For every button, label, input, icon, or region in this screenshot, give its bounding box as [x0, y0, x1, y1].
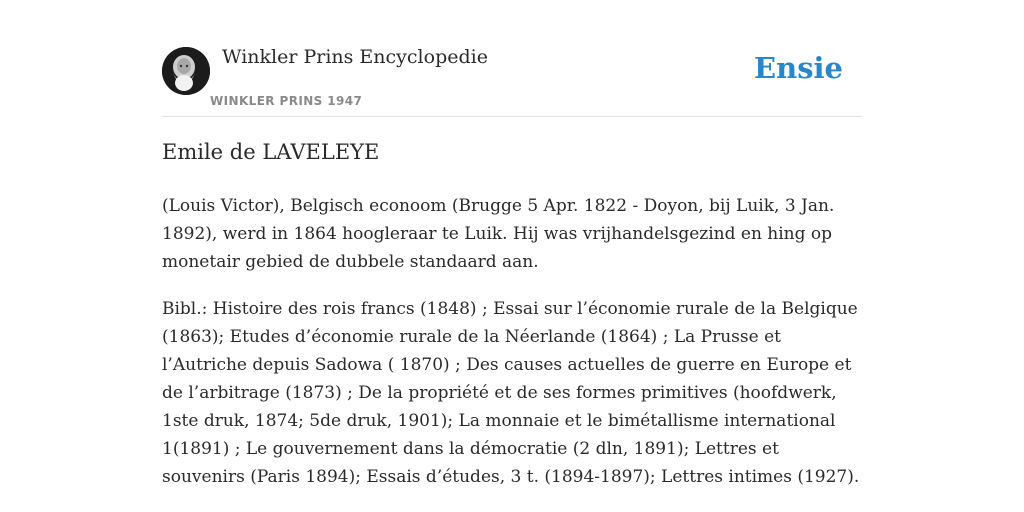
edition-label[interactable]: WINKLER PRINS 1947: [210, 94, 363, 108]
author-avatar[interactable]: [162, 47, 210, 95]
brand-logo[interactable]: Ensie: [754, 51, 843, 85]
portrait-image: [162, 47, 210, 95]
article-paragraph: (Louis Victor), Belgisch econoom (Brugge 5 Apr. 1822 - Doyon, bij Luik, 3 Jan. 1892), werd in 1864 hoogleraar te Luik. Hij was vrijhandelsgezind en hing op monetair gebied de dubbele standaard aan.: [162, 196, 835, 272]
header: [162, 45, 862, 117]
bibliography-paragraph: Bibl.: Histoire des rois francs (1848) ; Essai sur l’économie rurale de la Belgique (1863); Etudes d’économie rurale de la Néerlande (1864) ; La Prusse et l’Autriche depuis Sadowa ( 1870) ; Des causes actuelles de guerre en Europe et de l’arbitrage (1873) ; De la propriété et de ses formes primitives (hoofdwerk, 1ste druk, 1874; 5de druk, 1901); La monnaie et le bimétallisme international 1(1891) ; Le gouvernement dans la démocratie (2 dln, 1891); Lettres et souvenirs (Paris 1894); Essais d’études, 3 t. (1894-1897); Lettres intimes (1927).: [162, 299, 860, 487]
site-name[interactable]: Winkler Prins Encyclopedie: [222, 46, 488, 68]
article-title: Emile de LAVELEYE: [162, 140, 380, 164]
